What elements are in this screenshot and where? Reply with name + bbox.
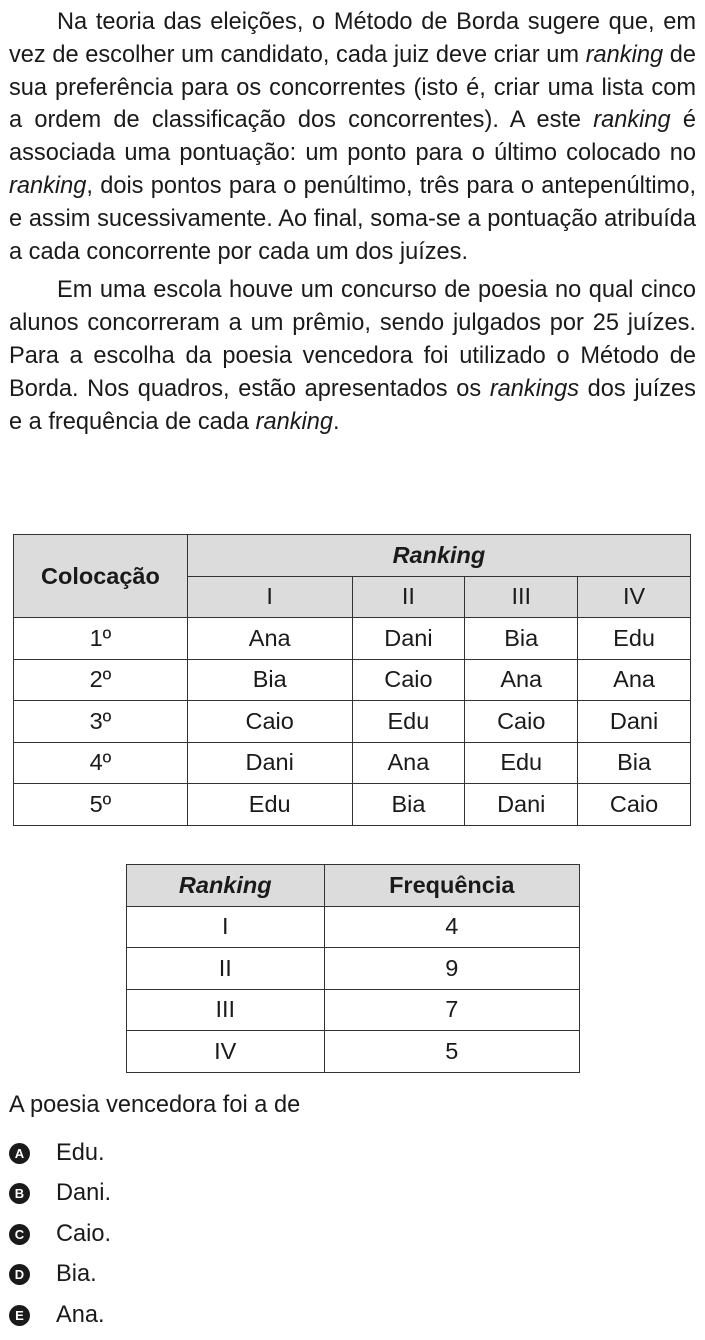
- option-b[interactable]: [9, 1174, 111, 1215]
- table-cell: Edu: [578, 618, 691, 660]
- table-cell: III: [127, 989, 325, 1031]
- table-cell: Caio: [187, 701, 352, 743]
- table-cell: Caio: [352, 659, 465, 701]
- table-cell: Dani: [187, 742, 352, 784]
- table-row: [14, 618, 691, 660]
- table-cell: Caio: [578, 784, 691, 826]
- table-cell: Edu: [465, 742, 578, 784]
- table-cell: 5: [324, 1031, 579, 1073]
- statement: [9, 6, 696, 438]
- answer-options: [9, 1133, 111, 1336]
- table-row: [14, 742, 691, 784]
- table-row: [127, 989, 580, 1031]
- option-e[interactable]: [9, 1295, 111, 1336]
- option-text: Ana.: [56, 1301, 105, 1328]
- frequency-column-header: Frequência: [324, 865, 579, 907]
- position-cell: 4º: [14, 742, 188, 784]
- table-row: [14, 659, 691, 701]
- table-cell: Bia: [578, 742, 691, 784]
- option-c[interactable]: [9, 1214, 111, 1255]
- table-cell: 7: [324, 989, 579, 1031]
- paragraph-1: Na teoria das eleições, o Método de Borda sugere que, em vez de escolher um candidato, cada juiz deve criar um ranking de sua preferência para os concorrentes (isto é, criar uma lista com a ordem de classificação dos concorrentes). A este ranking é associada uma pontuação: um ponto para o último colocado no ranking, dois pontos para o penúltimo, três para o antepenúltimo, e assim sucessivamente. Ao final, soma-se a pontuação atribuída a cada concorrente por cada um dos juízes.: [9, 9, 696, 265]
- ranking-header-cell: IV: [578, 576, 691, 618]
- table-cell: Dani: [465, 784, 578, 826]
- table-cell: Dani: [578, 701, 691, 743]
- table-cell: I: [127, 906, 325, 948]
- ranking-header-cell: III: [465, 576, 578, 618]
- position-cell: 2º: [14, 659, 188, 701]
- table-cell: Ana: [465, 659, 578, 701]
- table-cell: Bia: [465, 618, 578, 660]
- colocacao-header: Colocação: [14, 535, 188, 618]
- option-text: Edu.: [56, 1139, 105, 1166]
- option-letter-badge: E: [9, 1305, 30, 1326]
- question-prompt: A poesia vencedora foi a de: [9, 1092, 301, 1118]
- table-cell: Bia: [352, 784, 465, 826]
- ranking-header-cell: I: [187, 576, 352, 618]
- option-letter-badge: C: [9, 1224, 30, 1245]
- table-row: [14, 701, 691, 743]
- position-cell: 3º: [14, 701, 188, 743]
- table-cell: Edu: [187, 784, 352, 826]
- option-letter-badge: A: [9, 1143, 30, 1164]
- table-cell: 9: [324, 948, 579, 990]
- frequency-table: [126, 864, 580, 1073]
- table-cell: Ana: [352, 742, 465, 784]
- table-cell: Bia: [187, 659, 352, 701]
- ranking-table: [13, 534, 691, 826]
- option-text: Dani.: [56, 1180, 112, 1207]
- table-cell: Ana: [578, 659, 691, 701]
- table-cell: Edu: [352, 701, 465, 743]
- table-cell: Dani: [352, 618, 465, 660]
- table-cell: IV: [127, 1031, 325, 1073]
- table-row: [127, 948, 580, 990]
- table-cell: Caio: [465, 701, 578, 743]
- option-letter-badge: D: [9, 1264, 30, 1285]
- table-row: [127, 1031, 580, 1073]
- option-a[interactable]: [9, 1133, 111, 1174]
- table-row: [127, 906, 580, 948]
- table-row: [14, 784, 691, 826]
- paragraph-2: Em uma escola houve um concurso de poesia no qual cinco alunos concorreram a um prêmio, sendo julgados por 25 juízes. Para a escolha da poesia vencedora foi utilizado o Método de Borda. Nos quadros, estão apresentados os rankings dos juízes e a frequência de cada ranking.: [9, 277, 696, 435]
- option-text: Bia.: [56, 1261, 97, 1288]
- position-cell: 5º: [14, 784, 188, 826]
- ranking-column-header: Ranking: [127, 865, 325, 907]
- option-text: Caio.: [56, 1220, 112, 1247]
- ranking-header-cell: II: [352, 576, 465, 618]
- option-d[interactable]: [9, 1255, 111, 1296]
- option-letter-badge: B: [9, 1183, 30, 1204]
- table-cell: Ana: [187, 618, 352, 660]
- table-cell: II: [127, 948, 325, 990]
- ranking-group-header: Ranking: [187, 535, 690, 577]
- table-cell: 4: [324, 906, 579, 948]
- position-cell: 1º: [14, 618, 188, 660]
